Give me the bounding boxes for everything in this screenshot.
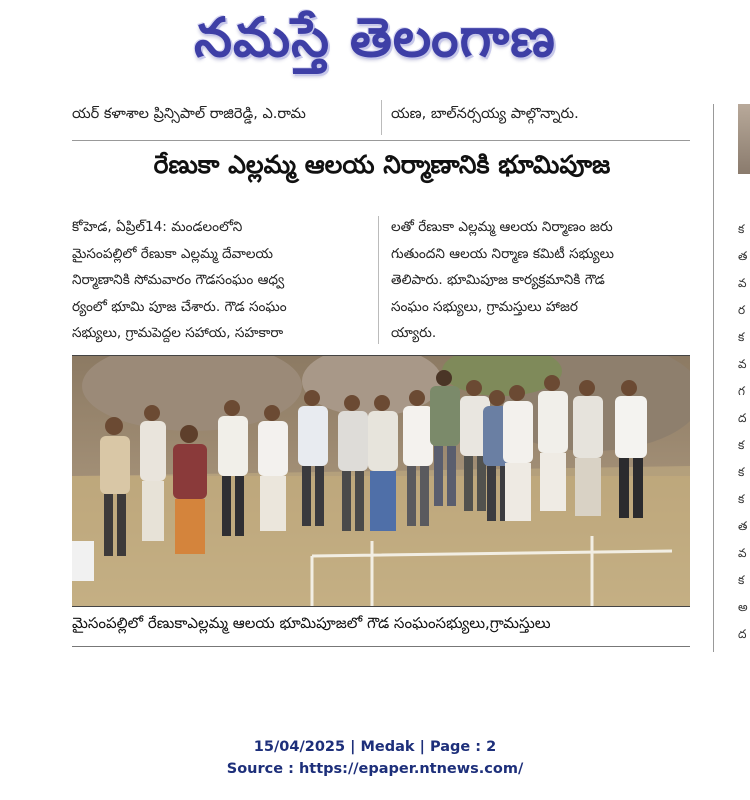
body-line: మైసంపల్లిలో రేణుకా ఎల్లమ్మ దేవాలయ (72, 245, 274, 262)
previous-article-left-line: యర్ కళాశాల ప్రిన్సిపాల్ రాజిరెడ్డి, ఎ.రామ (72, 106, 306, 122)
adjacent-column-rule (713, 104, 714, 652)
adjacent-glyph: వ (738, 276, 747, 290)
adjacent-glyph: క (738, 222, 745, 236)
adjacent-glyph: త (738, 519, 748, 533)
body-line: సంఘం సభ్యులు, గ్రామస్తులు హాజర (391, 298, 578, 315)
body-line: నిర్మాణానికి సోమవారం గౌడసంఘం ఆధ్వ (72, 272, 285, 289)
adjacent-glyph: అ (738, 600, 748, 614)
edition-info: 15/04/2025 | Medak | Page : 2 (253, 739, 497, 755)
body-line: గుతుందని ఆలయ నిర్మాణ కమిటీ సభ్యులు (391, 245, 614, 262)
adjacent-glyph: క (738, 573, 745, 587)
newspaper-masthead (0, 4, 750, 84)
adjacent-glyph: ద (738, 411, 747, 425)
body-line: తెలిపారు. భూమిపూజ కార్యక్రమానికి గౌడ (391, 272, 605, 289)
adjacent-glyph: వ (738, 357, 747, 371)
photo-caption: మైసంపల్లిలో రేణుకాఎల్లమ్మ ఆలయ భూమిపూజలో గౌడ సంఘంసభ్యులు,గ్రామస్తులు (72, 614, 551, 632)
adjacent-glyph: త (738, 249, 748, 263)
caption-rule (72, 646, 690, 647)
adjacent-glyph: గ (738, 384, 745, 398)
adjacent-glyph: వ (738, 546, 747, 560)
body-line: సభ్యులు, గ్రామపెద్దల సహాయ, సహకారా (72, 325, 284, 342)
masthead-title: నమస్తే తెలంగాణ (194, 5, 556, 69)
adjacent-photo-fragment (738, 104, 750, 174)
adjacent-glyph: క (738, 438, 745, 452)
article-body-left-column (72, 214, 366, 347)
article-body-right-column (391, 214, 689, 347)
column-divider (378, 216, 379, 344)
adjacent-column-fragment (738, 104, 750, 652)
adjacent-glyph: క (738, 465, 745, 479)
body-line: లతో రేణుకా ఎల్లమ్మ ఆలయ నిర్మాణం జరు (391, 219, 613, 235)
adjacent-glyph: క (738, 492, 745, 506)
section-rule (72, 140, 690, 141)
body-line: కోహెడ, ఏప్రిల్14: మండలంలోని (72, 219, 243, 235)
adjacent-glyph: ద (738, 627, 747, 641)
article-photo (72, 355, 690, 607)
source-link[interactable]: Source : https://epaper.ntnews.com/ (226, 761, 524, 777)
previous-article-divider (381, 100, 382, 135)
adjacent-glyph: క (738, 330, 745, 344)
previous-article-right-line: యణ, బాల్‌నర్సయ్య పాల్గొన్నారు. (391, 106, 579, 122)
body-line: య్యారు. (391, 325, 437, 342)
body-line: ర్యంలో భూమి పూజ చేశారు. గౌడ సంఘం (72, 298, 287, 315)
adjacent-glyph: ర (738, 303, 746, 317)
article-headline: రేణుకా ఎల్లమ్మ ఆలయ నిర్మాణానికి భూమిపూజ (153, 150, 611, 179)
